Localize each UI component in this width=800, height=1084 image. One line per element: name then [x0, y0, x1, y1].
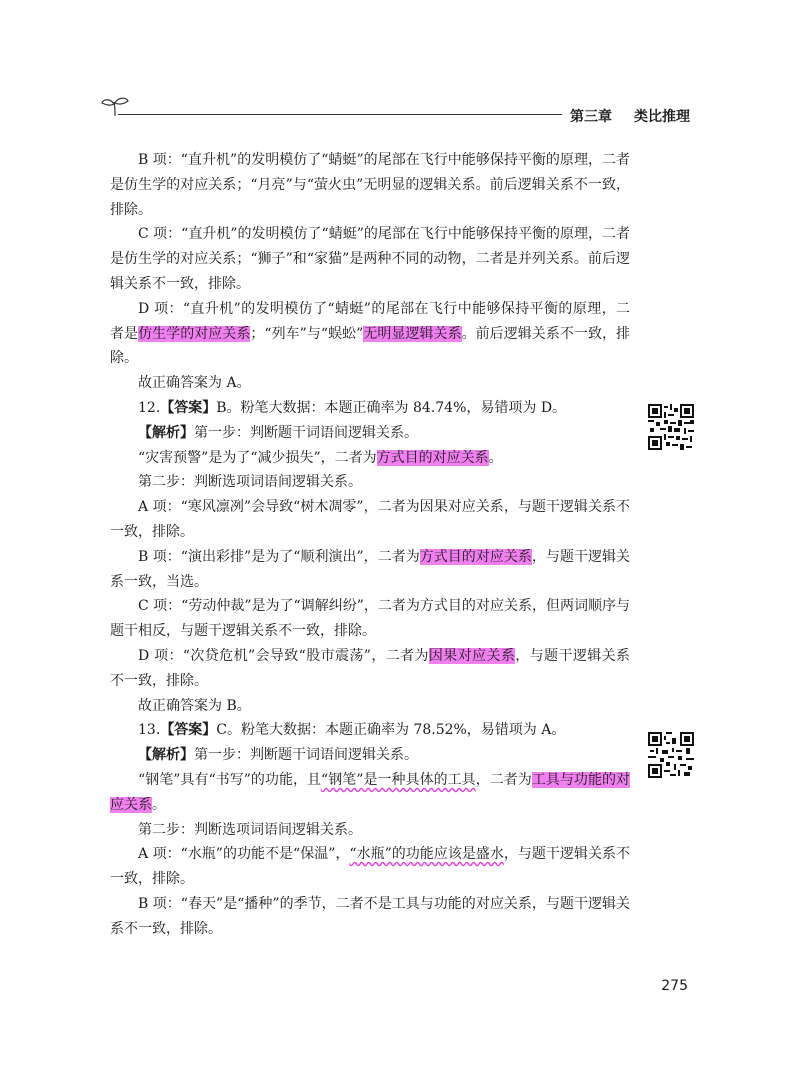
page-number: 275	[661, 978, 688, 994]
chapter-number: 第三章	[570, 109, 612, 125]
q13-option-a: A 项：“水瓶”的功能不是“保温”，“水瓶”的功能应该是盛水，与题干逻辑关系不一致，排除。	[110, 846, 630, 888]
qr-code-icon[interactable]	[648, 404, 694, 450]
q12-answer: 故正确答案为 B。	[138, 697, 251, 714]
wavy-underline: “钢笔”是一种具体的工具	[321, 771, 476, 788]
q12-answer-line: 12.【答案】B。粉笔大数据：本题正确率为 84.74%，易错项为 D。	[138, 399, 567, 416]
page-content	[110, 148, 630, 942]
highlight: 方式目的对应关系	[376, 449, 489, 466]
q11-option-d: D 项：“直升机”的发明模仿了“蜻蜓”的尾部在飞行中能够保持平衡的原理，二者是仿生学的对应关系；“列车”与“蜈蚣”无明显逻辑关系。前后逻辑关系不一致，排除。	[110, 300, 631, 367]
q12-option-c: C 项：“劳动仲裁”是为了“调解纠纷”，二者为方式目的对应关系，但两词顺序与题干相反，与题干逻辑关系不一致，排除。	[110, 598, 630, 640]
q11-option-b: B 项：“直升机”的发明模仿了“蜻蜓”的尾部在飞行中能够保持平衡的原理，二者是仿生学的对应关系；“月亮”与“萤火虫”无明显的逻辑关系。前后逻辑关系不一致，排除。	[110, 152, 630, 218]
q12-analysis-line: 【解析】第一步：判断题干词语间逻辑关系。	[138, 424, 418, 441]
q13-stem: “钢笔”具有“书写”的功能，且“钢笔”是一种具体的工具，二者为工具与功能的对应关系。	[110, 771, 630, 813]
chapter-title: 类比推理	[634, 109, 690, 125]
qr-code-icon[interactable]	[648, 732, 694, 778]
q12-option-b: B 项：“演出彩排”是为了“顺利演出”，二者为方式目的对应关系，与题干逻辑关系一致，当选。	[110, 548, 630, 590]
answer-label: 【答案】	[160, 399, 217, 416]
analysis-label: 【解析】	[138, 747, 194, 764]
highlight: 无明显逻辑关系	[363, 325, 462, 342]
q11-option-c: C 项：“直升机”的发明模仿了“蜻蜓”的尾部在飞行中能够保持平衡的原理，二者是仿生学的对应关系；“狮子”和“家猫”是两种不同的动物，二者是并列关系。前后逻辑关系不一致，排除。	[110, 226, 630, 292]
q13-analysis-line: 【解析】第一步：判断题干词语间逻辑关系。	[138, 747, 418, 764]
chapter-header	[562, 106, 690, 126]
q12-stem: “灾害预警”是为了“减少损失”，二者为方式目的对应关系。	[138, 449, 503, 466]
highlight: 方式目的对应关系	[419, 548, 532, 565]
highlight: 工具与功能的对应关系	[110, 771, 630, 813]
highlight: 仿生学的对应关系	[138, 325, 251, 342]
highlight: 因果对应关系	[428, 647, 516, 664]
wavy-underline: “水瓶”的功能应该是盛水	[349, 846, 504, 863]
q13-step2: 第二步：判断选项词语间逻辑关系。	[138, 821, 362, 838]
q12-option-d: D 项：“次贷危机”会导致“股市震荡”，二者为因果对应关系，与题干逻辑关系不一致，排除。	[110, 647, 631, 689]
q12-step2: 第二步：判断选项词语间逻辑关系。	[138, 474, 362, 491]
q13-answer-line: 13.【答案】C。粉笔大数据：本题正确率为 78.52%，易错项为 A。	[138, 722, 566, 739]
q11-answer: 故正确答案为 A。	[138, 375, 251, 392]
analysis-label: 【解析】	[138, 424, 194, 441]
answer-label: 【答案】	[160, 722, 217, 739]
q12-option-a: A 项：“寒风凛冽”会导致“树木凋零”，二者为因果对应关系，与题干逻辑关系不一致，排除。	[110, 499, 630, 540]
q13-option-b: B 项：“春天”是“播种”的季节，二者不是工具与功能的对应关系，与题干逻辑关系不一致，排除。	[110, 895, 630, 937]
